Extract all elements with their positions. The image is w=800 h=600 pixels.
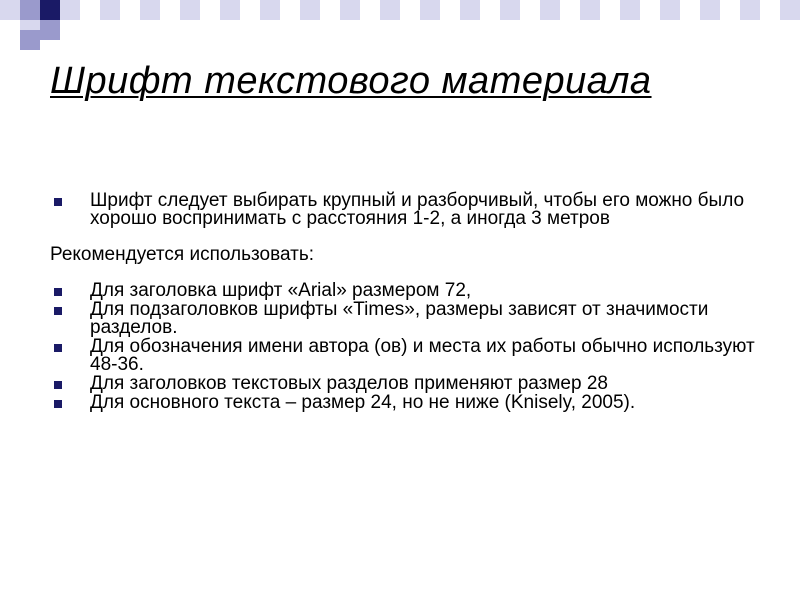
decorative-squares-left: [0, 30, 40, 60]
square-bullet-icon: [54, 288, 62, 296]
decorative-squares: [0, 0, 800, 40]
square-bullet-icon: [54, 381, 62, 389]
intro-bullet-text: Шрифт следует выбирать крупный и разборчивый, чтобы его можно было хорошо воспринимать с расстояния 1-2, а иногда 3 метров: [90, 190, 745, 229]
square-bullet-icon: [54, 400, 62, 408]
list-item-text: Для заголовка шрифт «Arial» размером 72,: [90, 280, 472, 301]
list-item-text: Для основного текста – размер 24, но не ниже (Knisely, 2005).: [90, 392, 636, 413]
square-bullet-icon: [54, 198, 62, 206]
list-item: [50, 338, 760, 374]
list-item: [50, 375, 760, 393]
recommendation-list: [50, 282, 760, 412]
slide-body: [50, 192, 760, 412]
recommend-label: Рекомендуется использовать:: [50, 244, 314, 265]
square-bullet-icon: [54, 344, 62, 352]
list-item-text: Для обозначения имени автора (ов) и места их работы обычно используют 48-36.: [90, 336, 755, 375]
list-item: [50, 394, 760, 412]
list-item: [50, 282, 760, 300]
list-item-text: Для подзаголовков шрифты «Times», размеры зависят от значимости разделов.: [90, 299, 709, 338]
intro-bullet: [50, 192, 760, 228]
list-item-text: Для заголовков текстовых разделов применяют размер 28: [90, 373, 608, 394]
square-bullet-icon: [54, 307, 62, 315]
list-item: [50, 301, 760, 337]
slide-title: Шрифт текстового материала: [50, 60, 652, 102]
